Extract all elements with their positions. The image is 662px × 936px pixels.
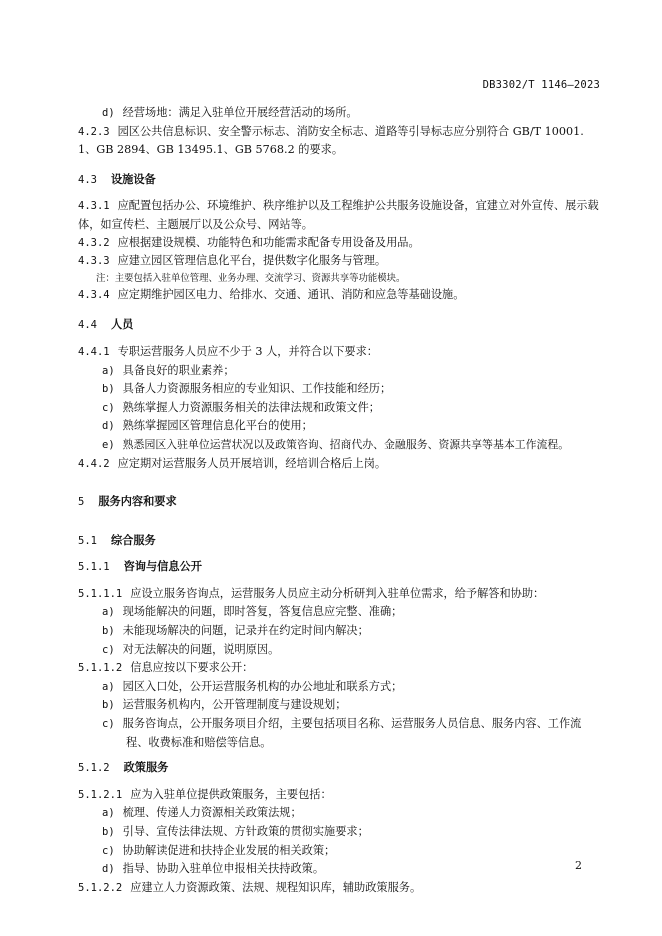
heading-5: 5 服务内容和要求 (78, 495, 177, 509)
clause-4-4-1: 4.4.1 专职运营服务人员应不少于 3 人，并符合以下要求： (78, 344, 378, 358)
list-item: e) 熟悉园区入驻单位运营状况以及政策咨询、招商代办、金融服务、资源共享等基本工作流程。 (102, 437, 570, 451)
document-code: DB3302/T 1146—2023 (482, 79, 600, 91)
list-item: a) 现场能解决的问题，即时答复，答复信息应完整、准确； (102, 605, 403, 619)
list-item: a) 具备良好的职业素养； (102, 363, 235, 377)
list-item: a) 园区入口处，公开运营服务机构的办公地址和联系方式； (102, 679, 403, 693)
heading-5-1-2: 5.1.2 政策服务 (78, 761, 169, 775)
list-item: c) 熟练掌握人力资源服务相关的法律法规和政策文件； (102, 400, 380, 414)
list-item: b) 运营服务机构内，公开管理制度与建设规划； (102, 698, 347, 712)
note: 注：主要包括入驻单位管理、业务办理、交流学习、资源共享等功能模块。 (96, 272, 406, 284)
list-item: b) 未能现场解决的问题，记录并在约定时间内解决； (102, 624, 369, 638)
document-body (78, 104, 599, 897)
list-item: b) 引导、宣传法律法规、方针政策的贯彻实施要求； (102, 825, 369, 838)
clause-4-3-3: 4.3.3 应建立园区管理信息化平台，提供数字化服务与管理。 (78, 254, 387, 268)
clause-5-1-2-1: 5.1.2.1 应为入驻单位提供政策服务，主要包括： (78, 787, 332, 801)
page-number: 2 (575, 859, 582, 872)
clause-5-1-1-2: 5.1.1.2 信息应按以下要求公开： (78, 661, 254, 675)
clause-5-1-2-2: 5.1.2.2 应建立人力资源政策、法规、规程知识库，辅助政策服务。 (78, 880, 422, 894)
list-item: d) 指导、协助入驻单位申报相关扶持政策。 (102, 862, 325, 876)
clause-4-3-4: 4.3.4 应定期维护园区电力、给排水、交通、通讯、消防和应急等基础设施。 (78, 287, 465, 301)
heading-5-1-1: 5.1.1 咨询与信息公开 (78, 560, 202, 574)
clause-4-4-2: 4.4.2 应定期对运营服务人员开展培训，经培训合格后上岗。 (78, 456, 387, 470)
list-item: c) 协助解读促进和扶持企业发展的相关政策； (102, 843, 336, 857)
list-item: a) 梳理、传递人力资源相关政策法规； (102, 806, 302, 820)
heading-4-3: 4.3 设施设备 (78, 172, 156, 186)
list-item: c) 服务咨询点，公开服务项目介绍，主要包括项目名称、运营服务人员信息、服务内容、工作流程、收费标准和赔偿等信息。 (102, 717, 582, 749)
list-item: b) 具备人力资源服务相应的专业知识、工作技能和经历； (102, 382, 392, 396)
list-item: d) 熟练掌握园区管理信息化平台的使用； (102, 419, 313, 433)
clause-4-3-2: 4.3.2 应根据建设规模、功能特色和功能需求配备专用设备及用品。 (78, 235, 420, 249)
clause-5-1-1-1: 5.1.1.1 应设立服务咨询点，运营服务人员应主动分析研判入驻单位需求，给予解答和协助： (78, 586, 545, 600)
clause-4-3-1: 4.3.1 应配置包括办公、环境维护、秩序维护以及工程维护公共服务设施设备，宜建立对外宣传、展示载体，如宣传栏、主题展厅以及公众号、网站等。 (78, 199, 599, 231)
clause-4-2-3: 4.2.3 园区公共信息标识、安全警示标志、消防安全标志、道路等引导标志应分别符合 GB/T 10001.1、GB 2894、GB 13495.1、GB 5768.2 的要求。 (78, 124, 584, 157)
list-item: c) 对无法解决的问题，说明原因。 (102, 642, 280, 656)
list-item: d) 经营场地：满足入驻单位开展经营活动的场所。 (102, 106, 358, 119)
heading-4-4: 4.4 人员 (78, 318, 134, 332)
heading-5-1: 5.1 综合服务 (78, 533, 156, 547)
